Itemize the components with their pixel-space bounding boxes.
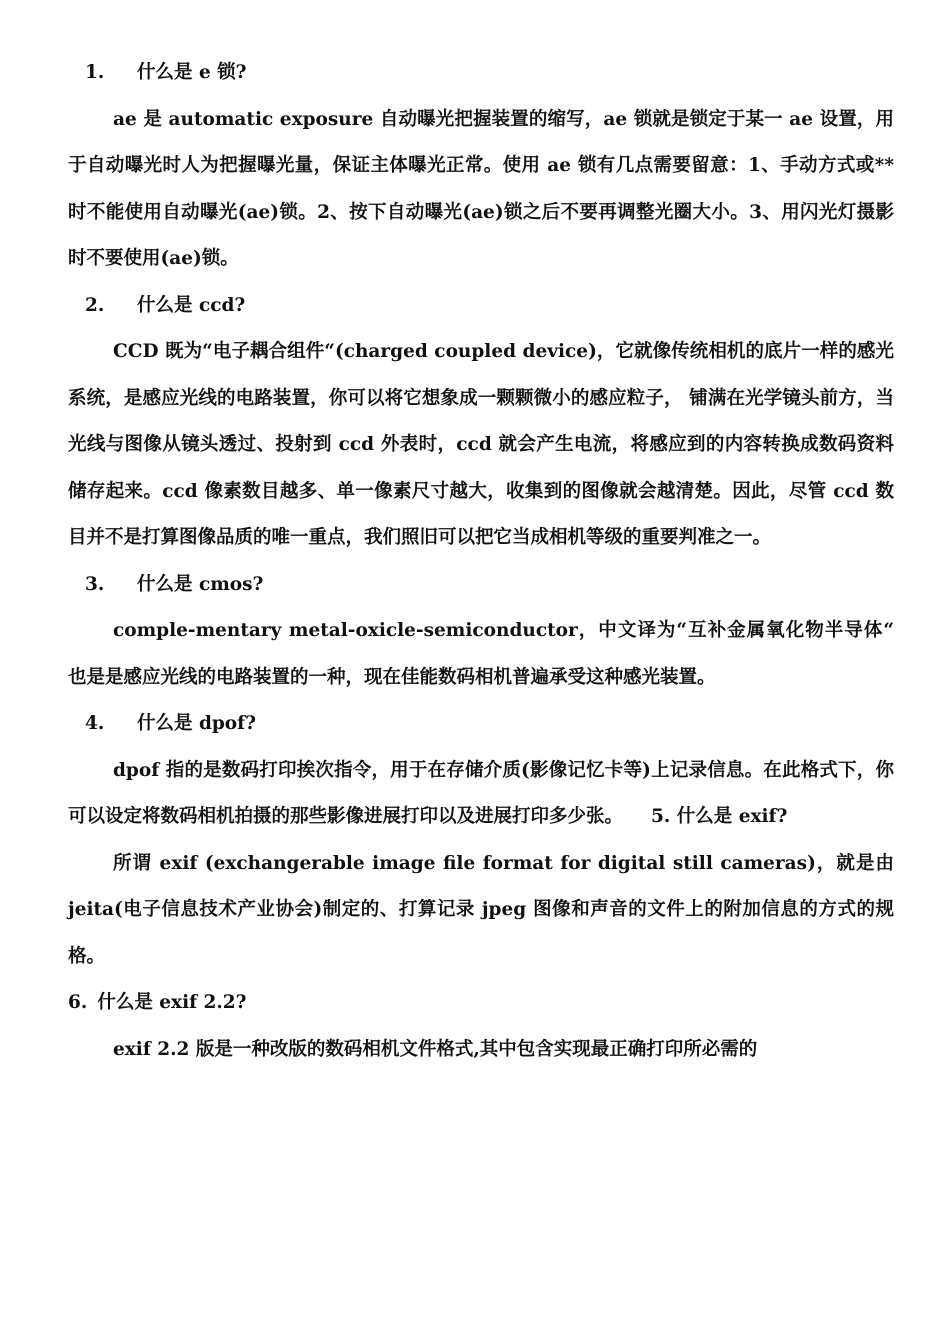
section-title: 什么是 e 锁? — [137, 62, 247, 83]
section-paragraph: ae 是 automatic exposure 自动曝光把握装置的缩写，ae 锁就是锁定于某一 ae 设置，用于自动曝光时人为把握曝光量，保证主体曝光正常。使用 ae 锁有几点需要留意：1、手动方式或**时不能使用自动曝光(ae)锁。2、按下自动曝光(ae)锁之后不要再调整光圈大小。3、用闪光灯摄影时不要使用(ae)锁。 — [68, 108, 894, 269]
section-paragraph: exif 2.2 版是一种改版的数码相机文件格式,其中包含实现最正确打印所必需的 — [113, 1038, 758, 1060]
section-heading — [68, 50, 894, 97]
section-number: 4. — [85, 713, 105, 734]
section-paragraph: CCD 既为“电子耦合组件“(charged coupled device)，它就像传统相机的底片一样的感光系统，是感应光线的电路装置，你可以将它想象成一颗颗微小的感应粒子， 铺满在光学镜头前方，当光线与图像从镜头透过、投射到 ccd 外表时，ccd 就会产生电流，将感应到的内容转换成数码资料储存起来。ccd 像素数目越多、单一像素尺寸越大，收集到的图像就会越清楚。因此，尽管 ccd 数目并不是打算图像品质的唯一重点，我们照旧可以把它当成相机等级的重要判准之一。 — [68, 341, 894, 548]
section-number: 6. — [68, 992, 88, 1013]
section-paragraph: 所谓 exif (exchangerable image file format for digital still cameras)，就是由 jeita(电子信息技术产业协会)制定的、打算记录 jpeg 图像和声音的文件上的附加信息的方式的规格。 — [68, 852, 894, 967]
document-page — [68, 50, 894, 1073]
section-title: 什么是 exif 2.2? — [97, 992, 247, 1013]
section-number: 2. — [85, 294, 105, 316]
section-title: 什么是 cmos? — [137, 573, 264, 595]
inline-section-heading: 5. 什么是 exif? — [651, 806, 788, 827]
section-heading — [68, 283, 894, 330]
section-title: 什么是 dpof? — [137, 713, 256, 734]
section-heading — [68, 701, 894, 748]
section-paragraph-text: dpof 指的是数码打印挨次指令，用于在存储介质(影像记忆卡等)上记录信息。在此格式下，你可以设定将数码相机拍摄的那些影像进展打印以及进展打印多少张。 — [68, 759, 894, 827]
section-heading — [68, 562, 894, 609]
section-title: 什么是 ccd? — [137, 294, 246, 316]
section-number: 3. — [85, 573, 105, 595]
section-paragraph — [68, 748, 894, 841]
section-paragraph: comple-mentary metal-oxicle-semiconductor，中文译为“互补金属氧化物半导体“ 也是是感应光线的电路装置的一种，现在佳能数码相机普遍承受这种感光装置。 — [68, 620, 894, 688]
section-number: 1. — [85, 62, 105, 83]
section-heading — [68, 980, 894, 1027]
